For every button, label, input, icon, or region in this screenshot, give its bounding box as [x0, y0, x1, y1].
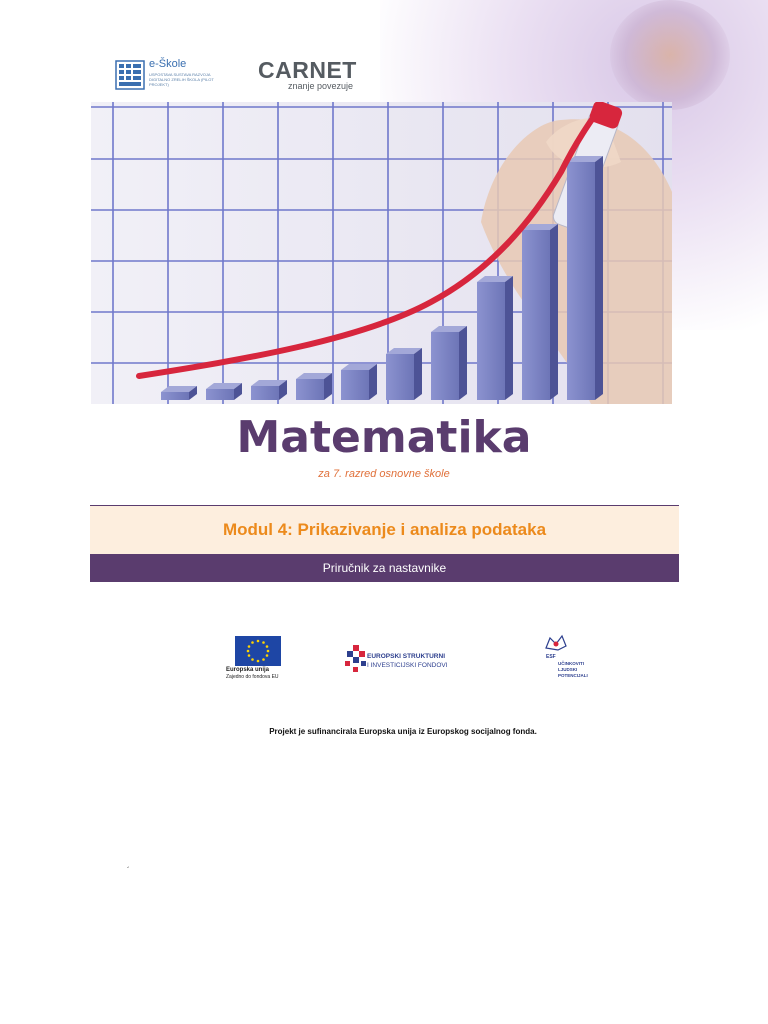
esf-tagline	[558, 661, 588, 679]
esif-logo	[345, 641, 465, 677]
esf-letters: ESF	[546, 654, 556, 660]
manual-label: Priručnik za nastavnike	[322, 561, 447, 575]
esif-checker-icon	[345, 645, 367, 673]
eu-flag-icon	[235, 636, 281, 666]
carnet-wordmark: CARNET	[258, 57, 357, 83]
manual-banner	[90, 554, 679, 582]
eskole-title: e-Škole	[149, 58, 187, 70]
page-subtitle: za 7. razred osnovne škole	[318, 468, 450, 480]
background-photo-child	[610, 0, 730, 110]
eskole-tagline: USPOSTAVA SUSTAVA RAZVOJA DIGITALNO ZRELIH ŠKOLA (PILOT PROJEKT)	[149, 72, 214, 87]
esf-line2: LJUDSKI	[558, 667, 578, 672]
carnet-logo	[258, 57, 368, 93]
esif-logo-line1: EUROPSKI STRUKTURNI	[367, 653, 446, 660]
eu-logo	[226, 636, 296, 684]
esf-flower-icon	[540, 634, 570, 656]
eu-logo-line2: Zajedno do fondova EU	[226, 674, 279, 680]
stray-mark: ´	[127, 866, 130, 875]
eskole-logo	[115, 58, 225, 92]
funding-note: Projekt je sufinancirala Europska unija iz Europskog socijalnog fonda.	[269, 727, 537, 736]
carnet-tagline: znanje povezuje	[288, 81, 354, 91]
esf-line1: UČINKOVITI	[558, 661, 585, 666]
hero-growth-chart-image	[91, 102, 672, 404]
eskole-grid-icon	[115, 60, 145, 90]
eu-logo-line1: Europska unija	[226, 667, 270, 673]
module-banner	[90, 505, 679, 554]
esf-line3: POTENCIJALI	[558, 673, 588, 678]
page-title: Matematika	[236, 412, 532, 463]
module-title: Modul 4: Prikazivanje i analiza podataka	[222, 520, 547, 539]
esif-logo-line2: I INVESTICIJSKI FONDOVI	[367, 662, 448, 669]
esf-logo	[538, 634, 598, 684]
